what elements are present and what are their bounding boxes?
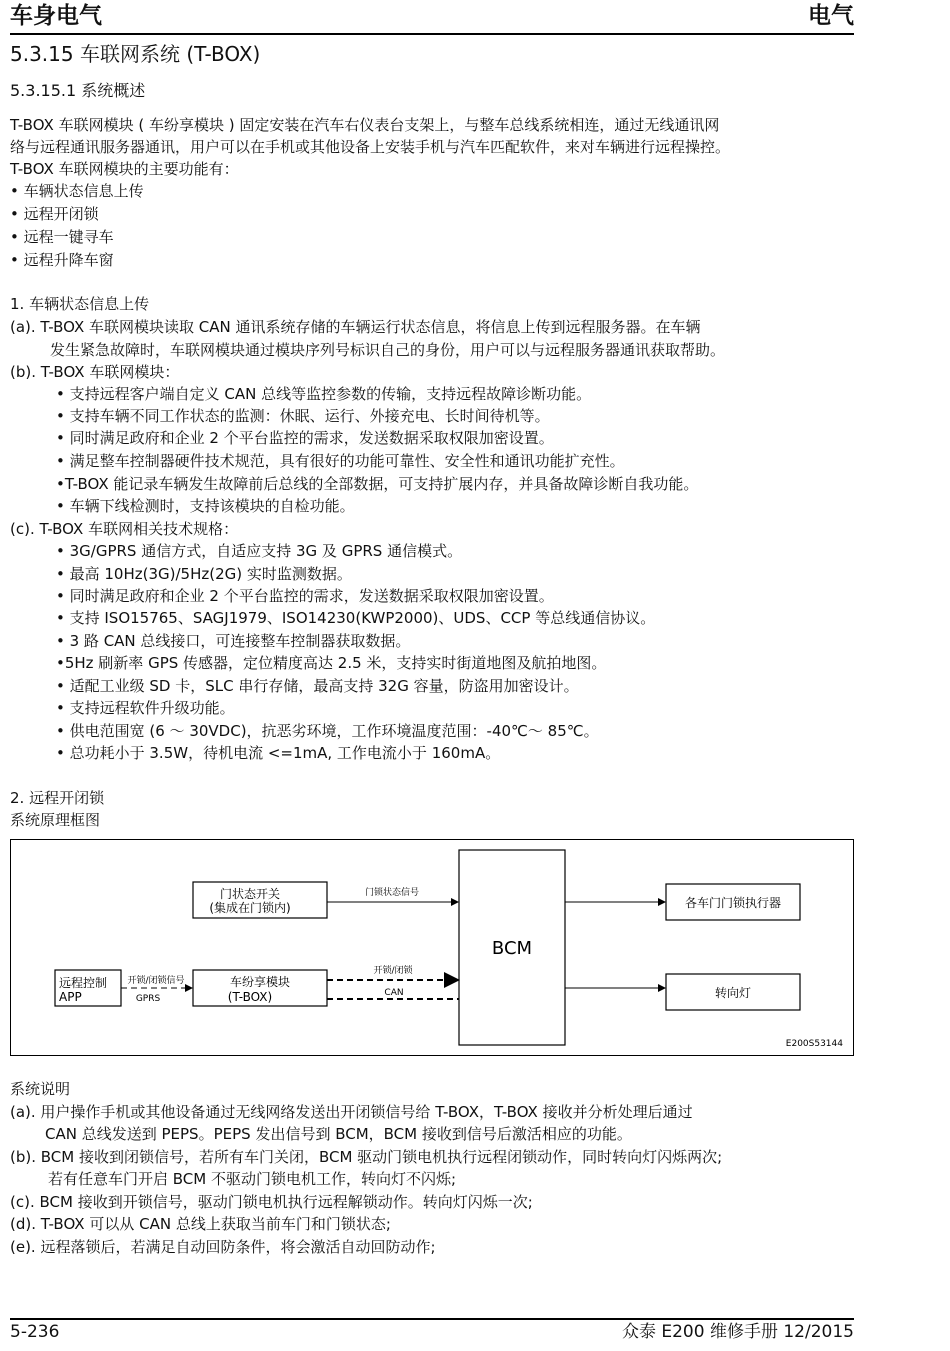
s1-b-item: •T-BOX 能记录车辆发生故障前后总线的全部数据，可支持扩展内存，并具备故障诊断自我功能。 (56, 475, 699, 493)
footer-manual-title: 众泰 E200 维修手册 12/2015 (621, 1322, 854, 1342)
s2-heading: 2. 远程开闭锁 (10, 789, 105, 807)
s1-c-item: • 3G/GPRS 通信方式，自适应支持 3G 及 GPRS 通信模式。 (56, 542, 463, 560)
header-left: 车身电气 (10, 3, 102, 29)
header-right: 电气 (808, 3, 854, 29)
s1-c-item: • 3 路 CAN 总线接口，可连接整车控制器获取数据。 (56, 632, 411, 650)
door-status-signal-label: 门锁状态信号 (364, 888, 420, 898)
s1-c-item: • 总功耗小于 3.5W，待机电流 <=1mA, 工作电流小于 160mA。 (56, 744, 501, 762)
remote-app-label: 远程控制 (59, 976, 108, 990)
function-item: • 远程开闭锁 (10, 205, 99, 223)
lock-signal-label: 开锁/闭锁信号 (127, 976, 185, 986)
intro-line: T-BOX 车联网模块 ( 车纷享模块 ) 固定安装在汽车右仪表台支架上，与整车总线系统相连，通过无线通讯网 (10, 116, 720, 134)
s1-c-heading: (c). T-BOX 车联网相关技术规格： (10, 520, 239, 538)
diagram-title: 系统原理框图 (10, 811, 101, 829)
explanation-line: 若有任意车门开启 BCM 不驱动门锁电机工作，转向灯不闪烁; (48, 1170, 457, 1188)
turn-lamp-label: 转向灯 (714, 986, 752, 1000)
s1-b-heading: (b). T-BOX 车联网模块： (10, 363, 180, 381)
door-status-switch-label: 门状态开关 (219, 887, 281, 901)
tbox-module-label: (T-BOX) (227, 990, 273, 1004)
intro-line: T-BOX 车联网模块的主要功能有： (10, 160, 239, 178)
subsection-title: 5.3.15.1 系统概述 (10, 81, 146, 100)
s1-b-item: • 支持远程客户端自定义 CAN 总线等监控参数的传输，支持远程故障诊断功能。 (56, 385, 592, 403)
section-title: 5.3.15 车联网系统 (T-BOX) (10, 42, 261, 66)
s1-c-item: • 同时满足政府和企业 2 个平台监控的需求，发送数据采取权限加密设置。 (56, 587, 554, 605)
s1-heading: 1. 车辆状态信息上传 (10, 295, 150, 313)
function-item: • 车辆状态信息上传 (10, 182, 144, 200)
page-header (10, 2, 854, 32)
s1-c-item: • 最高 10Hz(3G)/5Hz(2G) 实时监测数据。 (56, 565, 352, 583)
s1-b-item: • 支持车辆不同工作状态的监测：休眠、运行、外接充电、长时间待机等。 (56, 407, 550, 425)
can-label: CAN (384, 988, 404, 998)
explanation-line: (e). 远程落锁后，若满足自动回防条件，将会激活自动回防动作; (10, 1238, 436, 1256)
gprs-label: GPRS (135, 994, 161, 1004)
s1-c-item: • 支持 ISO15765、SAGJ1979、ISO14230(KWP2000)、UDS、CCP 等总线通信协议。 (56, 609, 656, 627)
s1-c-item: • 适配工业级 SD 卡，SLC 串行存储，最高支持 32G 容量，防盗用加密设计。 (56, 677, 579, 695)
figure-code: E200S53144 (785, 1039, 843, 1049)
s1-c-item: •5Hz 刷新率 GPS 传感器，定位精度高达 2.5 米，支持实时街道地图及航拍地图。 (56, 654, 607, 672)
diagram-frame (11, 840, 854, 1056)
intro-line: 络与远程通讯服务器通讯，用户可以在手机或其他设备上安装手机与汽车匹配软件，来对车辆进行远程操控。 (10, 138, 731, 156)
s1-a-line: (a). T-BOX 车联网模块读取 CAN 通讯系统存储的车辆运行状态信息，将信息上传到远程服务器。在车辆 (10, 318, 701, 336)
door-status-switch-label: (集成在门锁内) (209, 901, 291, 915)
s1-b-item: • 同时满足政府和企业 2 个平台监控的需求，发送数据采取权限加密设置。 (56, 429, 554, 447)
s1-a-line: 发生紧急故障时，车联网模块通过模块序列号标识自己的身份，用户可以与远程服务器通讯获取帮助。 (50, 341, 726, 359)
explanation-line: (b). BCM 接收到闭锁信号，若所有车门关闭，BCM 驱动门锁电机执行远程闭锁动作，同时转向灯闪烁两次; (10, 1148, 723, 1166)
explanation-heading: 系统说明 (10, 1080, 71, 1098)
page-number: 5-236 (10, 1322, 60, 1342)
explanation-line: (d). T-BOX 可以从 CAN 总线上获取当前车门和门锁状态; (10, 1215, 391, 1233)
explanation-line: CAN 总线发送到 PEPS。PEPS 发出信号到 BCM，BCM 接收到信号后激活相应的功能。 (45, 1125, 632, 1143)
s1-b-item: • 满足整车控制器硬件技术规范，具有很好的功能可靠性、安全性和通讯功能扩充性。 (56, 452, 625, 470)
s1-b-item: • 车辆下线检测时，支持该模块的自检功能。 (56, 497, 355, 515)
remote-app-label: APP (59, 990, 82, 1004)
header-rule (10, 33, 854, 35)
function-item: • 远程升降车窗 (10, 251, 114, 269)
s1-c-item: • 支持远程软件升级功能。 (56, 699, 235, 717)
system-block-diagram (10, 839, 854, 1056)
door-actuators-label: 各车门门锁执行器 (684, 896, 782, 910)
explanation-line: (a). 用户操作手机或其他设备通过无线网络发送出开闭锁信号给 T-BOX，T-BOX 接收并分析处理后通过 (10, 1103, 693, 1121)
footer-rule (10, 1318, 854, 1320)
s1-c-item: • 供电范围宽 (6 ～ 30VDC)，抗恶劣环境，工作环境温度范围：-40℃～ 85℃。 (56, 722, 599, 740)
function-item: • 远程一键寻车 (10, 228, 114, 246)
unlock-lock-label: 开锁/闭锁 (373, 966, 413, 976)
explanation-line: (c). BCM 接收到开锁信号，驱动门锁电机执行远程解锁动作。转向灯闪烁一次; (10, 1193, 533, 1211)
bcm-label: BCM (491, 938, 533, 959)
tbox-module-label: 车纷享模块 (229, 975, 291, 989)
